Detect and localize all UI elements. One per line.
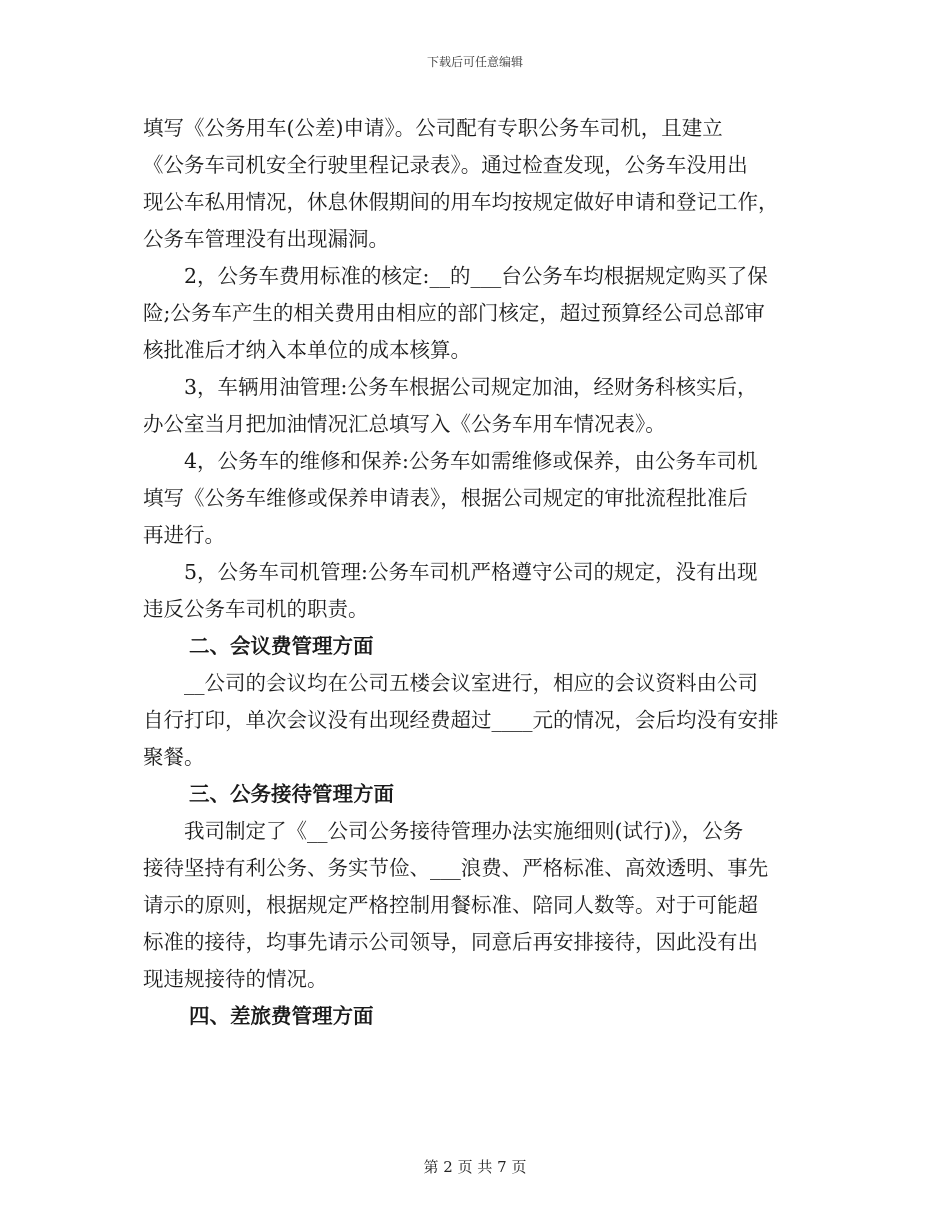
paragraph-line: 聚餐。 bbox=[143, 745, 205, 769]
paragraph bbox=[143, 369, 809, 443]
paragraph-line: 险;公务车产生的相关费用由相应的部门核定，超过预算经公司总部审 bbox=[143, 301, 765, 325]
paragraph bbox=[143, 443, 809, 554]
paragraph-line: 公务车管理没有出现漏洞。 bbox=[143, 227, 389, 251]
paragraph-line: 4，公务车的维修和保养:公务车如需维修或保养，由公务车司机 bbox=[143, 449, 758, 473]
paragraph-line: 自行打印，单次会议没有出现经费超过____元的情况，会后均没有安排 bbox=[143, 708, 779, 732]
paragraph bbox=[143, 813, 809, 998]
paragraph-line: 《公务车司机安全行驶里程记录表》。通过检查发现，公务车没用出 bbox=[143, 153, 748, 177]
paragraph-line: 2，公务车费用标准的核定:__的___台公务车均根据规定购买了保 bbox=[143, 264, 768, 288]
paragraph-line: 标准的接待，均事先请示公司领导，同意后再安排接待，因此没有出 bbox=[143, 930, 758, 954]
paragraph bbox=[143, 554, 809, 628]
paragraph bbox=[143, 110, 809, 258]
paragraph-line: 核批准后才纳入本单位的成本核算。 bbox=[143, 338, 471, 362]
paragraph-line: 填写《公务用车(公差)申请》。公司配有专职公务车司机，且建立 bbox=[143, 116, 723, 140]
paragraph-line: 办公室当月把加油情况汇总填写入《公务车用车情况表》。 bbox=[143, 412, 666, 436]
section-heading: 四、差旅费管理方面 bbox=[189, 1004, 374, 1028]
paragraph-line: 填写《公务车维修或保养申请表》，根据公司规定的审批流程批准后 bbox=[143, 486, 748, 510]
paragraph-line: 接待坚持有利公务、务实节俭、___浪费、严格标准、高效透明、事先 bbox=[143, 856, 769, 880]
paragraph-line: 5，公务车司机管理:公务车司机严格遵守公司的规定，没有出现 bbox=[143, 560, 758, 584]
paragraph-line: 我司制定了《__公司公务接待管理办法实施细则(试行)》，公务 bbox=[143, 819, 744, 843]
paragraph bbox=[143, 665, 809, 776]
paragraph-line: 3，车辆用油管理:公务车根据公司规定加油，经财务科核实后， bbox=[143, 375, 758, 399]
section-heading: 三、公务接待管理方面 bbox=[189, 782, 394, 806]
paragraph-line: 现公车私用情况，休息休假期间的用车均按规定做好申请和登记工作， bbox=[143, 190, 779, 214]
header-note: 下载后可任意编辑 bbox=[426, 55, 523, 69]
document-body bbox=[143, 110, 809, 1035]
page-footer: 第 2 页 共 7 页 bbox=[423, 1158, 527, 1176]
paragraph bbox=[143, 258, 809, 369]
paragraph-line: __公司的会议均在公司五楼会议室进行，相应的会议资料由公司 bbox=[143, 671, 758, 695]
section-heading: 二、会议费管理方面 bbox=[189, 634, 374, 658]
paragraph-line: 再进行。 bbox=[143, 523, 225, 547]
paragraph-line: 请示的原则，根据规定严格控制用餐标准、陪同人数等。对于可能超 bbox=[143, 893, 758, 917]
paragraph-line: 现违规接待的情况。 bbox=[143, 967, 328, 991]
paragraph-line: 违反公务车司机的职责。 bbox=[143, 597, 369, 621]
